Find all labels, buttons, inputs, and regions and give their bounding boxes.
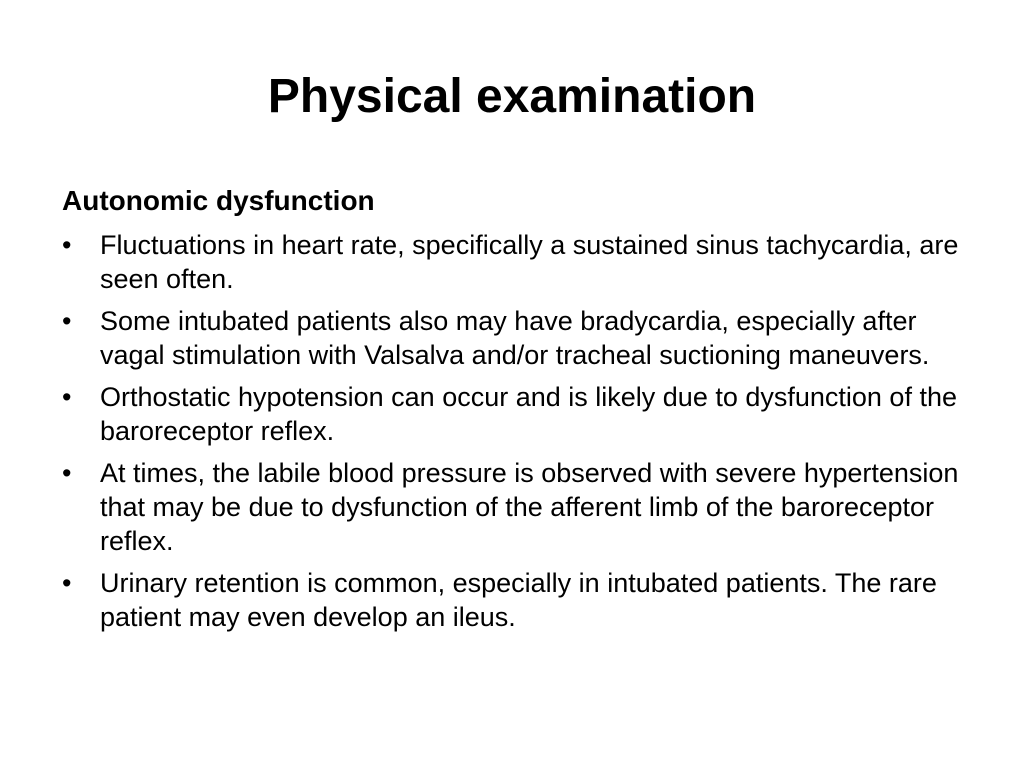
bullet-text: Some intubated patients also may have bradycardia, especially after vagal stimulation with Valsalva and/or tracheal suctioning maneuvers.	[100, 306, 930, 370]
bullet-icon: •	[62, 306, 72, 336]
bullet-item-1	[62, 228, 962, 296]
bullet-item-5	[62, 566, 962, 634]
bullet-icon: •	[62, 568, 72, 598]
bullet-text: Urinary retention is common, especially in intubated patients. The rare patient may even develop an ileus.	[100, 568, 937, 632]
bullet-item-2	[62, 304, 962, 372]
bullet-item-4	[62, 456, 962, 558]
section-heading: Autonomic dysfunction	[62, 185, 375, 216]
bullet-text: Orthostatic hypotension can occur and is likely due to dysfunction of the baroreceptor reflex.	[100, 382, 957, 446]
bullet-text: Fluctuations in heart rate, specifically a sustained sinus tachycardia, are seen often.	[100, 230, 959, 294]
slide-title: Physical examination	[267, 70, 757, 123]
bullet-text: At times, the labile blood pressure is observed with severe hypertension that may be due to dysfunction of the afferent limb of the baroreceptor reflex.	[100, 458, 959, 556]
bullet-icon: •	[62, 458, 72, 488]
bullet-icon: •	[62, 230, 72, 260]
bullet-list	[62, 228, 962, 642]
bullet-icon: •	[62, 382, 72, 412]
bullet-item-3	[62, 380, 962, 448]
